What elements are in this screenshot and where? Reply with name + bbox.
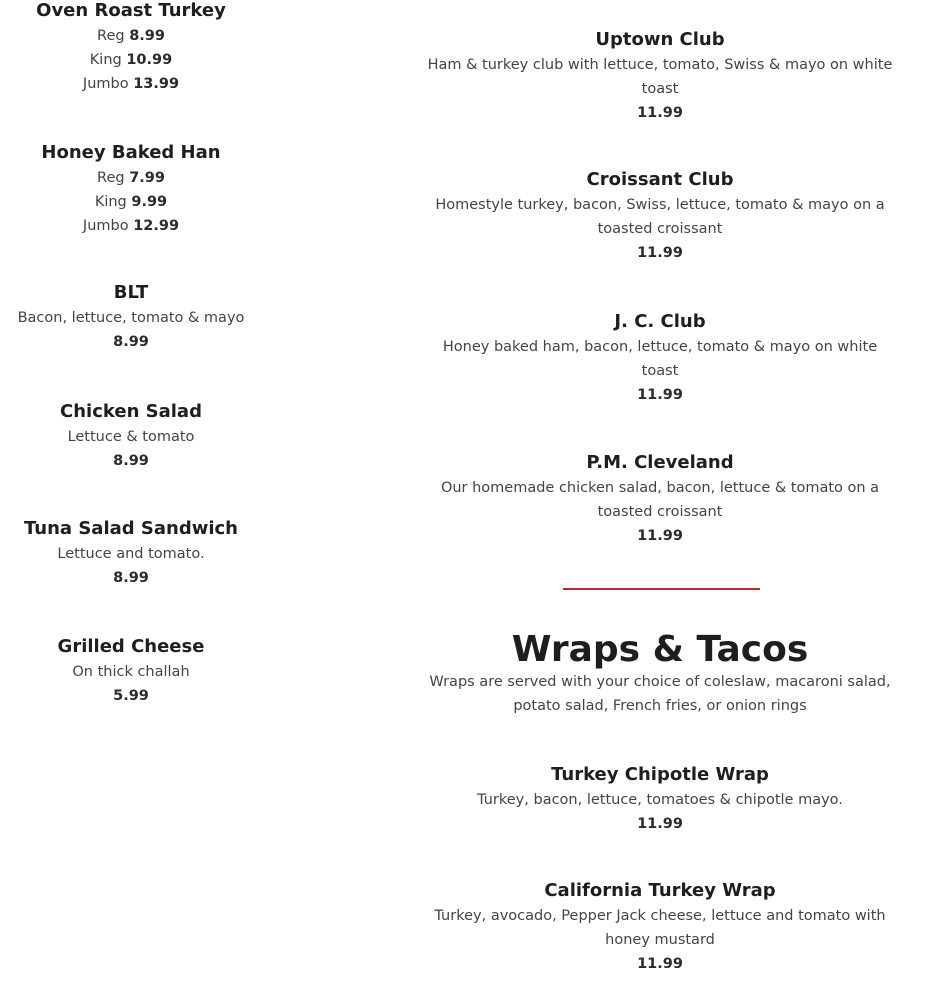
item-name: Uptown Club bbox=[595, 29, 725, 50]
price: 8.99 bbox=[113, 334, 149, 350]
size-label: King bbox=[89, 52, 122, 68]
price: 12.99 bbox=[133, 218, 180, 234]
price: 11.99 bbox=[637, 245, 683, 261]
price-row-king bbox=[0, 190, 262, 214]
item-description: Honey baked ham, bacon, lettuce, tomato & mayo on white toast bbox=[442, 339, 878, 379]
item-name: BLT bbox=[113, 282, 149, 303]
menu-item-chicken-salad bbox=[0, 401, 262, 473]
item-name: P.M. Cleveland bbox=[586, 452, 734, 473]
price-row-reg bbox=[0, 166, 262, 190]
size-label: Jumbo bbox=[82, 218, 129, 234]
item-name: Oven Roast Turkey bbox=[36, 0, 226, 21]
item-name: California Turkey Wrap bbox=[544, 880, 776, 901]
section-title-wraps-tacos: Wraps & Tacos bbox=[511, 629, 809, 670]
price: 7.99 bbox=[129, 170, 165, 186]
item-name: J. C. Club bbox=[614, 311, 706, 332]
price: 11.99 bbox=[637, 956, 683, 972]
item-description: Ham & turkey club with lettuce, tomato, Swiss & mayo on white toast bbox=[427, 57, 893, 97]
item-description: Turkey, bacon, lettuce, tomatoes & chipotle mayo. bbox=[477, 792, 843, 808]
menu-item-honey-baked-han bbox=[0, 142, 262, 238]
price-row-jumbo bbox=[0, 214, 262, 238]
menu-item-blt bbox=[0, 282, 262, 354]
size-label: Reg bbox=[97, 170, 125, 186]
item-name: Tuna Salad Sandwich bbox=[23, 518, 238, 539]
item-name: Chicken Salad bbox=[60, 401, 202, 422]
item-description: Lettuce and tomato. bbox=[57, 546, 205, 562]
menu-item-uptown-club bbox=[420, 29, 900, 125]
menu-item-california-turkey-wrap bbox=[420, 880, 900, 976]
item-description: Homestyle turkey, bacon, Swiss, lettuce, tomato & mayo on a toasted croissant bbox=[435, 197, 885, 237]
price: 11.99 bbox=[637, 387, 683, 403]
price-row-jumbo bbox=[0, 72, 262, 96]
section-divider bbox=[563, 588, 760, 590]
item-description: Turkey, avocado, Pepper Jack cheese, lettuce and tomato with honey mustard bbox=[434, 908, 886, 948]
menu-item-jc-club bbox=[420, 311, 900, 407]
menu-item-grilled-cheese bbox=[0, 636, 262, 708]
item-name: Croissant Club bbox=[586, 169, 734, 190]
price: 10.99 bbox=[126, 52, 173, 68]
price: 11.99 bbox=[637, 528, 683, 544]
item-description: Bacon, lettuce, tomato & mayo bbox=[17, 310, 245, 326]
item-name: Grilled Cheese bbox=[57, 636, 205, 657]
menu-item-tuna-salad-sandwich bbox=[0, 518, 262, 590]
price-row-reg bbox=[0, 24, 262, 48]
price: 13.99 bbox=[133, 76, 180, 92]
price-row-king bbox=[0, 48, 262, 72]
price: 8.99 bbox=[113, 453, 149, 469]
price: 5.99 bbox=[113, 688, 149, 704]
menu-item-pm-cleveland bbox=[420, 452, 900, 548]
size-label: Reg bbox=[97, 28, 125, 44]
section-description: Wraps are served with your choice of coleslaw, macaroni salad, potato salad, French fries, or onion rings bbox=[429, 674, 891, 714]
item-name: Honey Baked Han bbox=[41, 142, 221, 163]
size-label: King bbox=[94, 194, 127, 210]
price: 8.99 bbox=[113, 570, 149, 586]
price: 11.99 bbox=[637, 105, 683, 121]
price: 11.99 bbox=[637, 816, 683, 832]
price: 8.99 bbox=[129, 28, 165, 44]
size-label: Jumbo bbox=[82, 76, 129, 92]
price: 9.99 bbox=[131, 194, 168, 210]
item-description: Our homemade chicken salad, bacon, lettuce & tomato on a toasted croissant bbox=[440, 480, 880, 520]
menu-item-croissant-club bbox=[420, 169, 900, 265]
item-description: On thick challah bbox=[72, 664, 190, 680]
item-name: Turkey Chipotle Wrap bbox=[551, 764, 769, 785]
menu-item-turkey-chipotle-wrap bbox=[420, 764, 900, 836]
menu-item-oven-roast-turkey bbox=[0, 0, 262, 96]
item-description: Lettuce & tomato bbox=[67, 429, 195, 445]
